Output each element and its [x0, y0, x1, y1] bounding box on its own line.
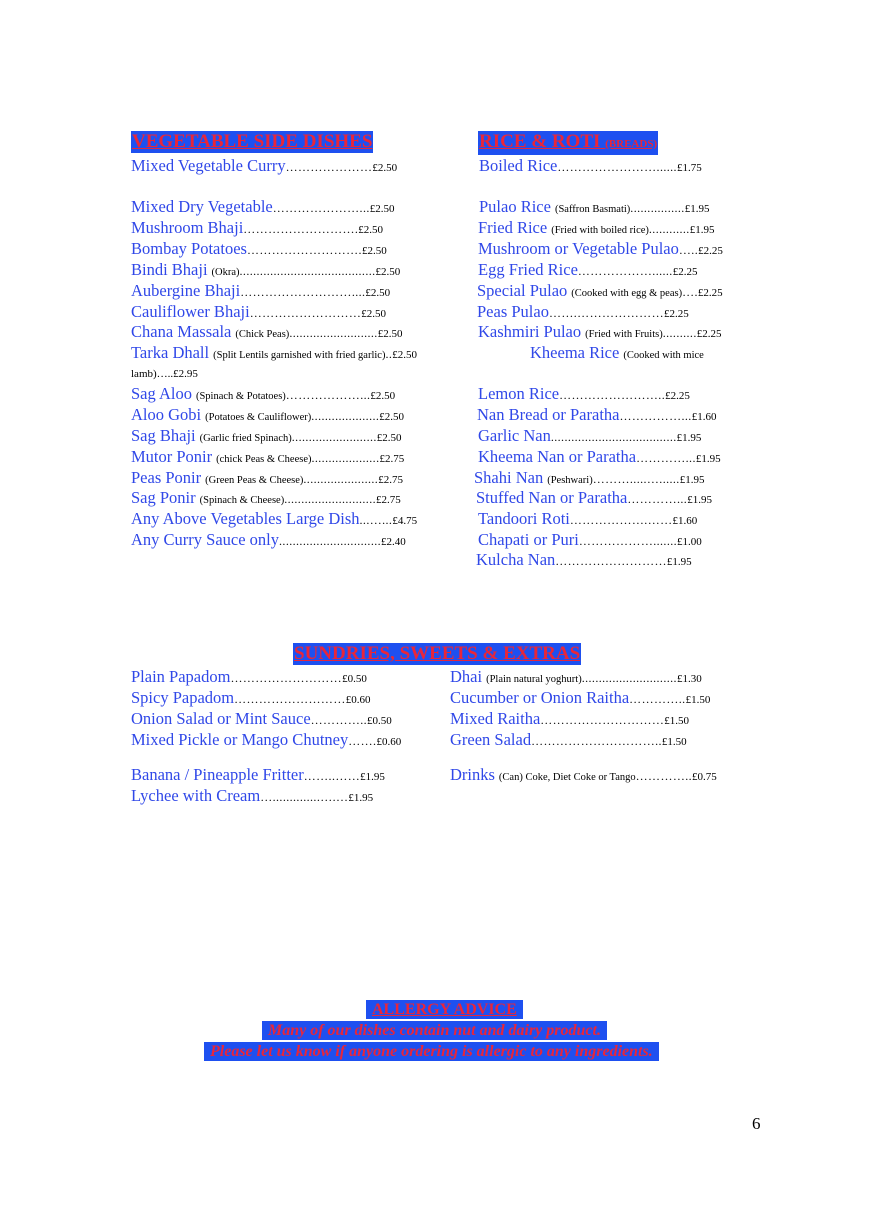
item-leader: ….: [682, 285, 698, 299]
item-name: Spicy Papadom: [131, 688, 235, 707]
menu-item: [131, 322, 402, 344]
item-note: (Okra): [211, 267, 240, 278]
item-name: Chana Massala: [131, 322, 232, 341]
item-leader: ………………...: [285, 388, 371, 402]
item-leader: ..............................: [279, 534, 382, 548]
menu-item: [131, 509, 417, 531]
menu-item: [477, 281, 723, 303]
item-name: Mutor Ponir: [131, 447, 213, 466]
sundries-heading: SUNDRIES, SWEETS & EXTRAS: [294, 643, 581, 664]
item-price: £1.95: [360, 771, 385, 783]
item-price: £0.60: [345, 694, 371, 706]
menu-item: [131, 260, 400, 282]
menu-item: [131, 343, 417, 365]
item-leader: ……………….......: [578, 534, 678, 548]
allergy-advice-line-1: Many of our dishes contain nut and dairy product.: [262, 1021, 607, 1040]
menu-item: [131, 688, 370, 710]
item-leader: ……….....…......: [592, 472, 680, 486]
item-price: £1.50: [685, 694, 711, 706]
item-price: £2.50: [392, 349, 418, 361]
item-name: Garlic Nan: [478, 426, 551, 445]
item-leader: ........................................: [239, 264, 376, 278]
menu-item: [131, 765, 385, 787]
item-name: Pulao Rice: [479, 197, 551, 216]
item-name: Bindi Bhaji: [131, 260, 208, 279]
item-name: Aloo Gobi: [131, 405, 202, 424]
item-note: (Potatoes & Cauliflower): [205, 412, 312, 423]
menu-item: [131, 239, 387, 261]
item-name: Egg Fried Rice: [478, 260, 578, 279]
item-price: £1.60: [691, 411, 717, 423]
item-price: £1.50: [661, 736, 687, 748]
item-leader: ............................: [581, 671, 677, 685]
item-price: £2.75: [379, 453, 405, 465]
item-price: £1.00: [677, 536, 702, 548]
item-leader: ………………………: [555, 554, 667, 568]
item-name: Fried Rice: [478, 218, 548, 237]
menu-item: [450, 709, 689, 731]
menu-item: [131, 488, 401, 510]
menu-item: [131, 405, 404, 427]
item-leader: …………..: [629, 692, 686, 706]
item-leader: ……………………….: [246, 243, 362, 257]
menu-item: [450, 765, 717, 787]
item-leader: .........................: [291, 430, 377, 444]
item-price: £1.95: [679, 474, 705, 486]
item-name: Lychee with Cream: [131, 786, 261, 805]
item-leader: …..............….…: [260, 790, 349, 804]
item-name: Green Salad: [450, 730, 532, 749]
item-leader: ………………………: [249, 306, 362, 320]
menu-item: [131, 197, 395, 219]
item-leader: …………..: [635, 769, 693, 783]
menu-item: [478, 509, 697, 531]
item-price: £2.25: [672, 266, 698, 278]
item-leader: .....................................: [550, 430, 677, 444]
item-price: £1.60: [672, 515, 698, 527]
item-price: £0.75: [692, 771, 717, 783]
item-leader: ..........: [662, 326, 697, 340]
item-price: £0.50: [342, 673, 367, 685]
item-note: (Split Lentils garnished with fried garlic): [213, 350, 386, 361]
item-leader: ……………….……: [569, 513, 673, 527]
item-price: £2.50: [361, 308, 387, 320]
menu-item: [478, 260, 697, 282]
item-name: Shahi Nan: [474, 468, 544, 487]
item-note: (Can) Coke, Diet Coke or Tango: [498, 772, 636, 783]
menu-item: [131, 709, 392, 731]
item-name: Any Above Vegetables Large Dish: [131, 509, 360, 528]
menu-item: [476, 488, 712, 510]
item-name: Mixed Raitha: [450, 709, 541, 728]
item-note: (Cooked with egg & peas): [571, 288, 683, 299]
item-leader: …………………: [285, 160, 373, 174]
menu-item: [131, 530, 406, 552]
item-name: Dhai: [450, 667, 483, 686]
rice-roti-heading: RICE & ROTI (BREADS): [478, 131, 658, 155]
allergy-advice-title: ALLERGY ADVICE: [366, 1000, 523, 1019]
menu-item: [478, 322, 721, 344]
item-price: £1.30: [676, 673, 702, 685]
item-leader: ……………………….: [243, 222, 359, 236]
item-price: £1.95: [348, 792, 374, 804]
item-leader: ……………...: [619, 409, 692, 423]
item-leader: …………...: [627, 492, 688, 506]
menu-item: [131, 730, 401, 752]
item-price: £2.50: [358, 224, 384, 236]
item-name: Plain Papadom: [131, 667, 231, 686]
item-leader: ...…...: [359, 513, 393, 527]
item-note: (Plain natural yoghurt): [486, 674, 582, 685]
item-leader: ..........................: [289, 326, 378, 340]
item-name: Sag Ponir: [131, 488, 196, 507]
item-leader: ....................: [311, 409, 380, 423]
menu-item: [477, 405, 716, 427]
item-leader: …………………………: [540, 713, 665, 727]
item-name: Onion Salad or Mint Sauce: [131, 709, 311, 728]
item-name: Mixed Dry Vegetable: [131, 197, 273, 216]
menu-item: [478, 384, 690, 406]
item-price: £1.95: [695, 453, 721, 465]
item-leader: …..: [678, 243, 699, 257]
item-name: Chapati or Puri: [478, 530, 579, 549]
item-price: £2.25: [696, 328, 722, 340]
vegetable-side-dishes-heading: VEGETABLE SIDE DISHES: [132, 131, 373, 152]
item-price: £1.95: [687, 494, 712, 506]
menu-item: [477, 302, 689, 324]
item-price: £1.95: [689, 224, 715, 236]
item-name: Lemon Rice: [478, 384, 560, 403]
item-leader: …….: [348, 734, 377, 748]
item-leader: ................: [630, 201, 685, 215]
item-name: Bombay Potatoes: [131, 239, 247, 258]
item-price: £2.75: [378, 474, 403, 486]
menu-item: [478, 239, 723, 261]
menu-item: [131, 447, 404, 469]
item-name: Special Pulao: [477, 281, 568, 300]
item-price: £2.50: [365, 287, 391, 299]
item-leader: ....................: [311, 451, 380, 465]
item-name: Aubergine Bhaji: [131, 281, 241, 300]
item-leader: ............: [648, 222, 690, 236]
menu-item: [478, 426, 701, 448]
item-price: £2.50: [372, 162, 398, 174]
item-name: Drinks: [450, 765, 495, 784]
item-price: £2.50: [375, 266, 401, 278]
menu-item: [131, 468, 403, 490]
item-note: (Saffron Basmati): [554, 204, 631, 215]
item-name: Any Curry Sauce only: [131, 530, 280, 549]
item-price: £1.50: [664, 715, 690, 727]
item-name: Kashmiri Pulao: [478, 322, 582, 341]
item-leader: …………..: [310, 713, 368, 727]
menu-item: [131, 281, 390, 303]
item-price: £2.50: [370, 390, 396, 402]
item-name: Kheema Rice: [530, 343, 620, 362]
item-name: Banana / Pineapple Fritter: [131, 765, 304, 784]
menu-item: [474, 468, 704, 490]
item-price: £2.50: [377, 328, 403, 340]
item-name: Peas Pulao: [477, 302, 549, 321]
item-price: £2.50: [379, 411, 405, 423]
item-leader: ………………………: [230, 671, 343, 685]
item-note: (Fried with Fruits): [585, 329, 663, 340]
menu-item: [450, 688, 710, 710]
item-note: (Green Peas & Cheese): [205, 475, 304, 486]
item-name: Sag Bhaji: [131, 426, 196, 445]
menu-item: [131, 302, 386, 324]
item-note: (Chick Peas): [235, 329, 290, 340]
menu-item: [131, 786, 373, 808]
item-name: Kheema Nan or Paratha: [478, 447, 637, 466]
item-name: Peas Ponir: [131, 468, 202, 487]
item-note: (Spinach & Potatoes): [195, 391, 286, 402]
item-name: Mushroom Bhaji: [131, 218, 244, 237]
item-name: Sag Aloo: [131, 384, 192, 403]
menu-item: [131, 667, 367, 689]
item-leader: ……………………......: [557, 160, 677, 174]
item-leader: ………………......: [577, 264, 673, 278]
item-leader: …….…………………: [548, 306, 664, 320]
item-leader: …………………...: [272, 201, 370, 215]
item-price: £2.40: [381, 536, 406, 548]
menu-item: [131, 218, 383, 240]
item-price: £1.75: [676, 162, 702, 174]
item-price: £0.60: [376, 736, 402, 748]
item-note: (Peshwari): [547, 475, 593, 486]
item-name: Cauliflower Bhaji: [131, 302, 250, 321]
item-name: Tarka Dhall: [131, 343, 210, 362]
menu-item: [131, 156, 397, 178]
item-name: Kulcha Nan: [476, 550, 556, 569]
item-price: £1.95: [666, 556, 692, 568]
item-note: (chick Peas & Cheese): [216, 454, 312, 465]
allergy-advice-line-2: Please let us know if anyone ordering is allergic to any ingredients.: [204, 1042, 659, 1061]
item-price: £1.95: [684, 203, 710, 215]
menu-item: [479, 156, 702, 178]
item-name: Tandoori Roti: [478, 509, 570, 528]
item-leader: ......................: [303, 472, 379, 486]
menu-item: [478, 218, 714, 240]
menu-item: [131, 426, 402, 448]
tarka-dhall-overflow: lamb)…..£2.95: [131, 368, 198, 380]
item-leader: …………...: [636, 451, 696, 465]
item-price: £2.25: [663, 308, 689, 320]
menu-item: [450, 667, 702, 689]
item-name: Mushroom or Vegetable Pulao: [478, 239, 679, 258]
menu-item: [530, 343, 704, 365]
item-leader: ...........................: [284, 492, 377, 506]
menu-item: [450, 730, 687, 752]
item-price: £2.25: [665, 390, 690, 402]
item-name: Nan Bread or Paratha: [477, 405, 620, 424]
item-price: £2.50: [361, 245, 387, 257]
item-leader: ……..……: [303, 769, 361, 783]
item-note: (Fried with boiled rice): [551, 225, 649, 236]
item-name: Boiled Rice: [479, 156, 558, 175]
page-number: 6: [752, 1114, 761, 1133]
item-leader: ………………………: [234, 692, 346, 706]
menu-item: [479, 197, 709, 219]
item-name: Cucumber or Onion Raitha: [450, 688, 630, 707]
item-name: Stuffed Nan or Paratha: [476, 488, 628, 507]
item-leader: …………………………..: [531, 734, 662, 748]
item-name: Mixed Pickle or Mango Chutney: [131, 730, 349, 749]
menu-item: [476, 550, 692, 572]
item-price: £2.50: [376, 432, 402, 444]
item-price: £2.50: [369, 203, 395, 215]
menu-item: [478, 530, 702, 552]
item-price: £4.75: [392, 515, 418, 527]
item-leader: ………………………....: [240, 285, 366, 299]
item-leader: ……………………..: [559, 388, 666, 402]
menu-item: [131, 384, 395, 406]
item-price: £2.25: [697, 287, 723, 299]
item-price: £1.95: [676, 432, 702, 444]
item-note: (Garlic fried Spinach): [199, 433, 292, 444]
item-price: £2.75: [376, 494, 401, 506]
item-leader: ..: [385, 347, 393, 361]
item-note: (Spinach & Cheese): [199, 495, 285, 506]
menu-item: [478, 447, 721, 469]
item-note: (Cooked with mice: [623, 350, 704, 361]
item-price: £0.50: [367, 715, 392, 727]
item-name: Mixed Vegetable Curry: [131, 156, 286, 175]
item-price: £2.25: [698, 245, 723, 257]
